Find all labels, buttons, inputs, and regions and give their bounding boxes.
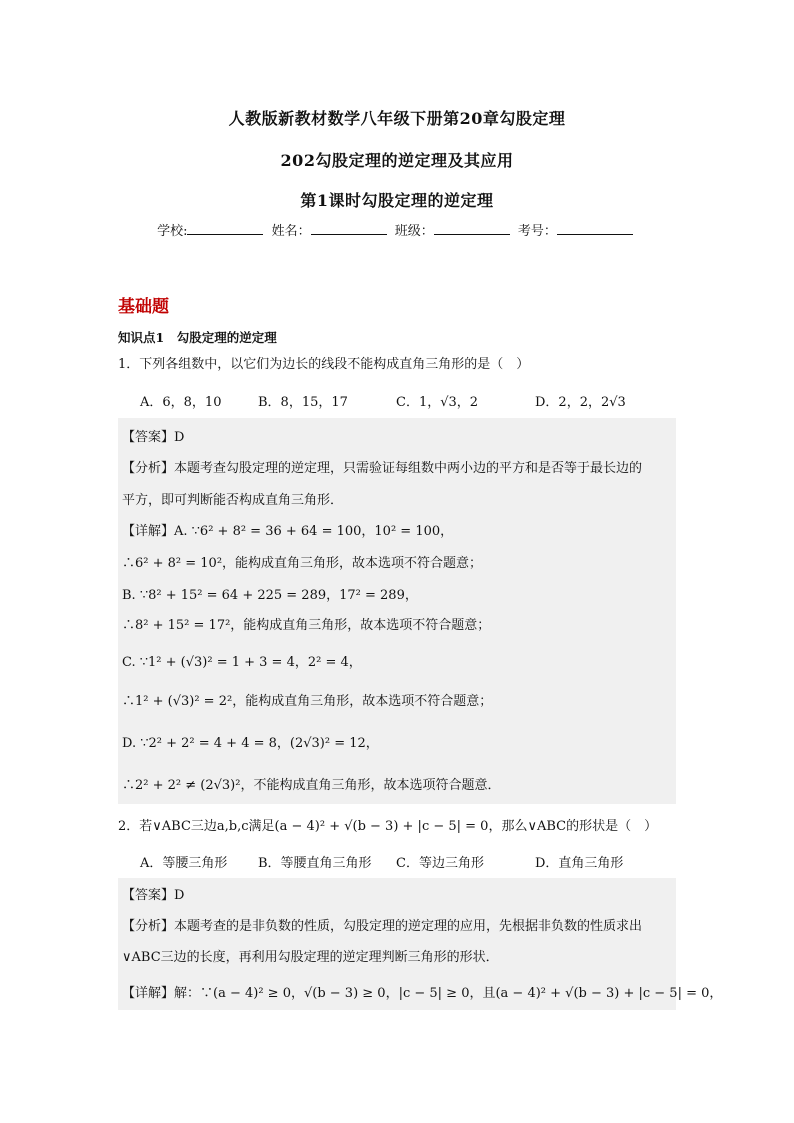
q2-analysis-line-2: ∨ABC三边的长度，再利用勾股定理的逆定理判断三角形的形状．: [122, 950, 499, 965]
name-blank[interactable]: [311, 224, 387, 235]
q1-option-a: A．6，8，10: [140, 395, 222, 410]
q1-answer: 【答案】D: [122, 430, 185, 445]
q1-detail-line: ∴2² + 2² ≠ (2√3)²，不能构成直角三角形，故本选项符合题意．: [122, 778, 501, 793]
knowledge-point-heading: 知识点1 勾股定理的逆定理: [118, 330, 277, 345]
q1-option-b: B．8，15，17: [258, 395, 348, 410]
q1-detail-line: ∴1² + (√3)² = 2²，能构成直角三角形，故本选项不符合题意；: [122, 694, 493, 709]
q2-option-b: B．等腰直角三角形: [258, 856, 372, 871]
class-blank[interactable]: [434, 224, 510, 235]
lesson-title: 第1课时勾股定理的逆定理: [300, 191, 494, 210]
document-title: 人教版新教材数学八年级下册第20章勾股定理: [228, 109, 566, 128]
q2-answer: 【答案】D: [122, 888, 185, 903]
name-label: 姓名：: [271, 224, 311, 239]
q1-detail-line: 【详解】A. ∵6² + 8² = 36 + 64 = 100，10² = 100，: [122, 524, 454, 539]
q1-detail-line: B. ∵8² + 15² = 64 + 225 = 289，17² = 289，: [122, 588, 418, 603]
section-heading: 基础题: [118, 297, 169, 317]
school-label: 学校:: [157, 224, 188, 239]
question-1-stem: 1．下列各组数中，以它们为边长的线段不能构成直角三角形的是（ ）: [118, 357, 530, 372]
q1-detail-line: C. ∵1² + (√3)² = 1 + 3 = 4，2² = 4，: [122, 655, 362, 670]
number-blank[interactable]: [557, 224, 633, 235]
student-info-fields: [0, 220, 794, 239]
q1-option-d: D．2，2，2√3: [535, 395, 626, 410]
school-blank[interactable]: [187, 224, 263, 235]
q2-option-a: A．等腰三角形: [140, 856, 228, 871]
q1-detail-line: D. ∵2² + 2² = 4 + 4 = 8，(2√3)² = 12，: [122, 736, 379, 751]
number-label: 考号：: [517, 224, 557, 239]
q2-option-d: D．直角三角形: [535, 856, 624, 871]
class-label: 班级：: [394, 224, 434, 239]
q2-detail-line: 【详解】解：∵(a − 4)² ≥ 0，√(b − 3) ≥ 0，|c − 5| ≥ 0，且(a − 4)² + √(b − 3) + |c − 5| = 0，: [122, 986, 723, 1001]
q1-detail-line: ∴6² + 8² = 10²，能构成直角三角形，故本选项不符合题意；: [122, 556, 483, 571]
q2-analysis-line-1: 【分析】本题考查的是非负数的性质，勾股定理的逆定理的应用，先根据非负数的性质求出: [122, 919, 643, 934]
question-1-solution-box: [118, 418, 676, 804]
question-2-solution-box: [118, 878, 723, 1010]
q1-analysis-line-1: 【分析】本题考查勾股定理的逆定理，只需验证每组数中两小边的平方和是否等于最长边的: [122, 461, 643, 476]
question-2-stem: 2．若∨ABC三边a,b,c满足(a − 4)² + √(b − 3) + |c − 5| = 0，那么∨ABC的形状是（ ）: [118, 819, 658, 834]
q1-detail-line: ∴8² + 15² = 17²，能构成直角三角形，故本选项不符合题意；: [122, 618, 491, 633]
q1-option-c: C．1，√3，2: [396, 395, 479, 410]
section-subtitle: 202勾股定理的逆定理及其应用: [280, 151, 514, 170]
q1-analysis-line-2: 平方，即可判断能否构成直角三角形．: [122, 493, 344, 508]
q2-option-c: C．等边三角形: [396, 856, 484, 871]
